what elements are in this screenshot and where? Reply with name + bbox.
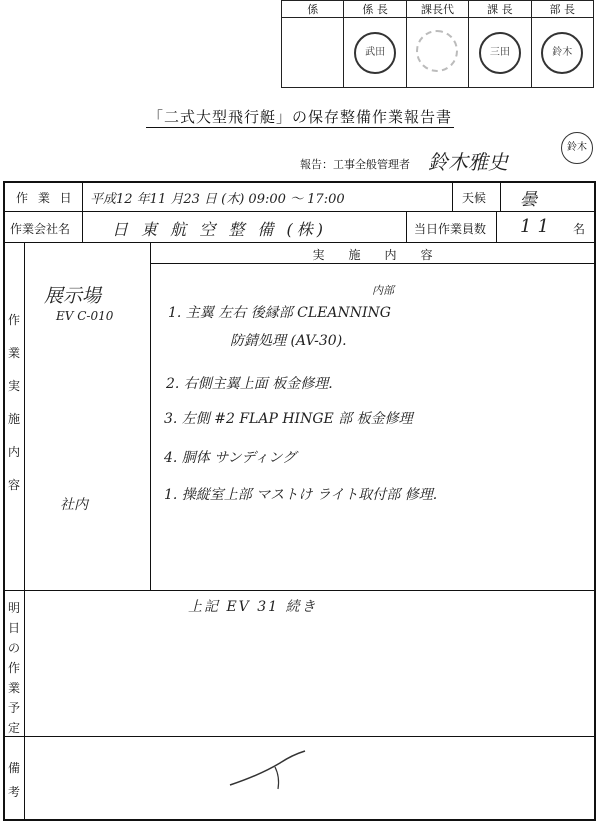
tomorrow-plan: 上記 EV 31 続き [188,599,318,615]
weather-label: 天候 [462,191,487,205]
date-value: 平成12 年11 月23 日 (木) 09:00 〜 17:00 [90,192,345,207]
approval-cell [282,18,344,88]
approval-header: 係 [282,1,344,18]
work-item: 2. 右側主翼上面 板金修理. [166,376,333,392]
tomorrow-section-label: 明 日 の 作 業 予 定 [7,601,20,735]
work-item: 4. 胴体 サンディング [164,450,297,466]
location-inhouse: 社内 [60,497,88,513]
approval-cell [531,18,593,88]
remarks-section-label: 備 考 [7,761,20,799]
work-item: 1. 操縦室上部 マストけ ライト取付部 修理. [164,487,438,503]
seal-stamp: 鈴木 [541,32,583,74]
report-title: 「二式大型飛行艇」の保存整備作業報告書 [147,108,452,126]
location-name: 展示場 [44,285,102,307]
reporter-seal: 鈴木 [561,132,593,164]
approval-header: 係 長 [344,1,406,18]
approval-cell [344,18,406,88]
work-item: 防錆処理 (AV-30). [230,333,347,349]
approval-cell [406,18,468,88]
reporter-label: 報告：工事全般管理者 [300,158,410,171]
work-item: 1. 主翼 左右 後縁部 CLEANNING [168,305,391,321]
content-header: 実 施 内 容 [312,248,433,262]
seal-stamp: 三田 [479,32,521,74]
approval-header: 課長代 [406,1,468,18]
workers-label: 当日作業員数 [414,222,487,236]
location-code: EV C-010 [56,309,114,323]
work-item: 3. 左側 #2 FLAP HINGE 部 板金修理 [164,411,413,427]
approval-cell [469,18,531,88]
work-section-label: 作 業 実 施 内 容 [7,313,20,492]
work-item-note: 内部 [372,284,394,297]
company-label: 作業会社名 [10,222,71,236]
company-value: 日 東 航 空 整 備 (株) [112,220,328,239]
approval-header: 部 長 [531,1,593,18]
workers-value: 11 [520,216,555,237]
date-label: 作 業 日 [16,191,75,205]
seal-stamp: 武田 [354,32,396,74]
workers-unit: 名 [573,222,586,236]
weather-value: 曇 [520,190,537,210]
approval-table [281,0,594,88]
seal-stamp-faint [416,30,458,72]
strike-mark [220,745,320,795]
reporter-name: 鈴木雅史 [428,150,508,174]
approval-header: 課 長 [469,1,531,18]
